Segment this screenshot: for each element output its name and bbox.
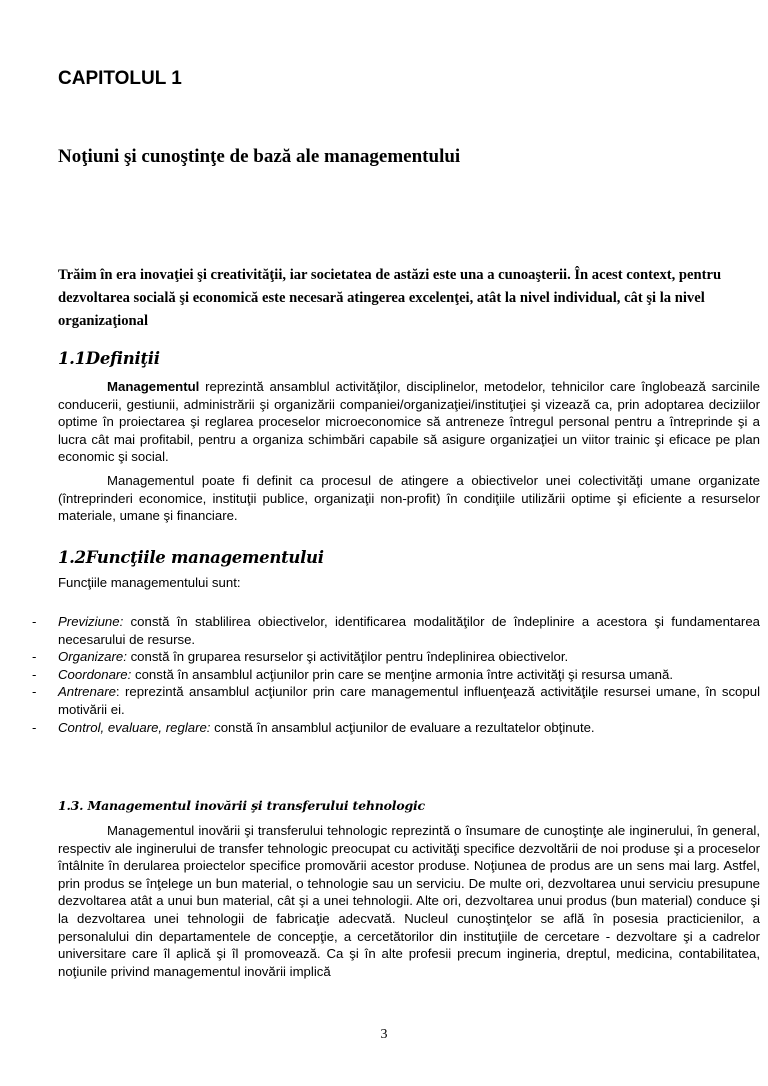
list-bullet: -: [32, 719, 37, 735]
function-term: Antrenare: [58, 684, 116, 700]
definitions-paragraph-1: [58, 378, 760, 466]
section-heading-innovation: 1.3. Managementul inovării şi transferului tehnologic: [58, 798, 425, 813]
list-bullet: -: [32, 649, 37, 665]
function-term: Coordonare:: [58, 666, 132, 682]
page-title: Noţiuni şi cunoştinţe de bază ale managementului: [58, 146, 461, 167]
list-item: [0, 648, 760, 666]
chapter-label: CAPITOLUL 1: [58, 68, 182, 89]
list-bullet: -: [32, 684, 37, 700]
function-description: constă în gruparea resurselor şi activităţilor pentru îndeplinirea obiectivelor.: [126, 649, 569, 665]
function-description: constă în stablilirea obiectivelor, identificarea modalităţilor de îndeplinire a acestora şi fundamentarea necesarului de resurse.: [58, 614, 760, 647]
page-number: 3: [380, 1027, 388, 1042]
function-term: Previziune:: [58, 614, 124, 629]
list-item: [0, 666, 760, 684]
function-term: Organizare:: [58, 649, 127, 665]
innovation-paragraph: Managementul inovării şi transferului tehnologic reprezintă o însumare de cunoştinţe ale inginerului, în general, respectiv ale inginerului de transfer tehnologic preocupat cu activităţi specifice dezvoltării de noi produse şi a proceselor întâlnite în derularea proiectelor specifice promovării acestor produse. Noţiunea de produs are un sens mai larg. Astfel, prin produs se înţelege un bun material, o tehnologie sau un serviciu. De multe ori, dezvoltarea unui serviciu presupune dezvoltarea atât a unui bun material, cât şi a unei tehnologii. Alte ori, dezvoltarea unui produs (bun material) conduce şi la dezvoltarea unei tehnologii de fabricaţie adecvată. Nucleul cunoştinţelor se află în posesia practicienilor, a personalului din departamentele de concepţie, a cercetătorilor din instituţiile de cercetare - dezvoltare şi a cadrelor universitare care îl aplică şi îl promovează. Ca şi în alte profesii precum ingineria, dreptul, medicina, contabilitatea, noţiunile privind managementul inovării implică: [58, 823, 760, 979]
function-description: constă în ansamblul acţiunilor de evaluare a rezultatelor obţinute.: [210, 719, 595, 735]
list-bullet: -: [32, 614, 37, 629]
list-item: [0, 613, 760, 648]
intro-paragraph: Trăim în era inovaţiei şi creativităţii, iar societatea de astăzi este una a cunoaşterii. În acest context, pentru dezvoltarea socială şi economică este necesară atingerea excelenţei, atât la nivel individual, cât şi la nivel organizaţional: [58, 267, 722, 329]
function-description: : reprezintă ansamblul acţiunilor prin care managementul influenţează activităţile resursei umane, în scopul motivării ei.: [58, 684, 760, 717]
function-term: Control, evaluare, reglare:: [58, 719, 211, 735]
definitions-paragraph-2: Managementul poate fi definit ca procesul de atingere a obiectivelor unei colectivităţi umane organizate (întreprinderi economice, instituţii publice, organizaţii non-profit) în condiţiile utilizării optime şi eficiente a resurselor materiale, umane şi financiare.: [58, 473, 760, 524]
section-heading-definitions: 1.1Definiţii: [58, 349, 160, 368]
list-bullet: -: [32, 666, 37, 682]
definitions-paragraph-1-text: reprezintă ansamblul activităţilor, disciplinelor, metodelor, tehnicilor care înglobează sarcinile conducerii, gestiunii, administrării şi organizării companiei/organizaţiei/instituţiei şi vizează ca, prin adoptarea deciziilor optime în proiectarea şi reglarea proceselor microeconomice să antreneze întregul personal pentru a întreprinde şi a lucra cât mai profitabil, pentru a organiza schimbări capabile să asigure organizaţiei un viitor trainic şi eficace pe plan economic şi social.: [58, 379, 760, 465]
list-item: [0, 719, 760, 737]
function-description: constă în ansamblul acţiunilor prin care se menţine armonia între activităţi şi resursa umană.: [131, 666, 673, 682]
functions-list: [0, 613, 760, 736]
definitions-term-management: Managementul: [107, 379, 200, 394]
functions-intro: Funcţiile managementului sunt:: [58, 575, 241, 590]
list-item: [0, 683, 760, 718]
section-heading-functions: 1.2Funcţiile managementului: [58, 548, 324, 567]
